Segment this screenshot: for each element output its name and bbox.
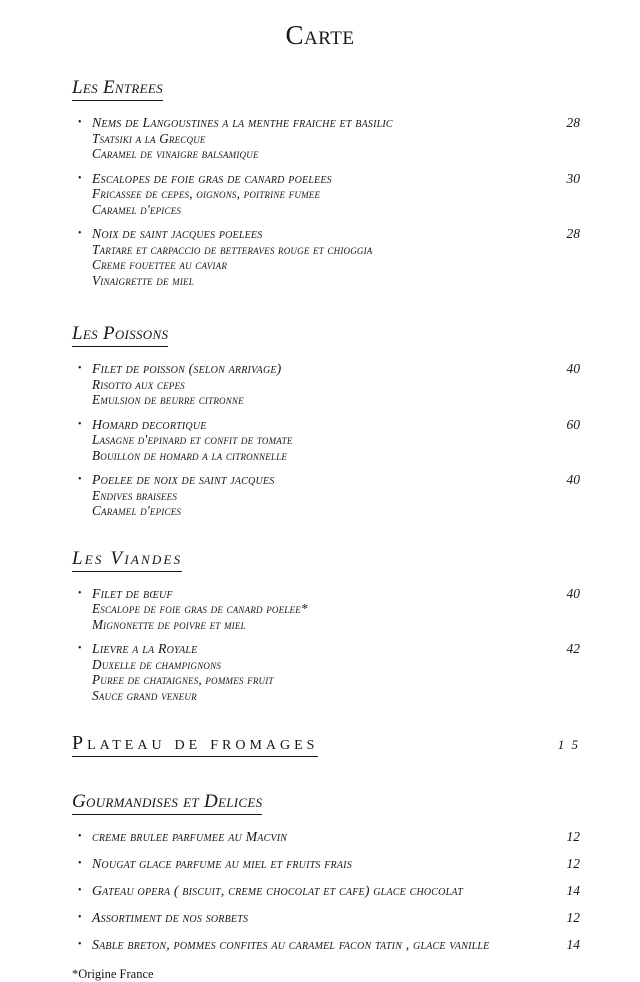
menu-page <box>0 20 640 981</box>
section-title: Plateau de fromages <box>72 732 318 757</box>
bullet-icon: • <box>78 885 82 896</box>
footnote: *Origine France <box>72 967 154 981</box>
bullet-icon: • <box>78 912 82 923</box>
menu-item-detail: Caramel de vinaigre balsamique <box>92 146 259 161</box>
menu-item-price: 14 <box>566 937 580 952</box>
menu-item-detail: Escalope de foie gras de canard poelee* <box>92 601 308 616</box>
menu-item-price: 12 <box>566 856 580 871</box>
menu-item-detail: Tartare et carpaccio de betteraves rouge et chioggia <box>92 241 373 257</box>
menu-item-name: Noix de saint jacques poelees <box>92 226 263 241</box>
menu-item-detail: Caramel d'epices <box>92 503 182 518</box>
menu-item-detail: Tsatsiki a la Grecque <box>92 130 206 146</box>
bullet-icon: • <box>78 474 82 485</box>
section-header <box>72 77 584 115</box>
menu-item-description <box>92 171 526 218</box>
menu-item-description <box>92 910 526 926</box>
menu-item <box>72 937 584 953</box>
menu-item-detail: Risotto aux cepes <box>92 376 185 392</box>
menu-item <box>72 910 584 926</box>
menu-item <box>72 586 584 633</box>
menu-item-price: 42 <box>566 641 580 656</box>
bullet-icon: • <box>78 172 82 184</box>
spacer <box>0 297 640 323</box>
menu-item-name: Homard decortique <box>92 416 207 432</box>
menu-item-name: Escalopes de foie gras de canard poelees <box>92 170 332 186</box>
bullet-icon: • <box>78 228 82 239</box>
menu-item <box>72 115 584 162</box>
menu-item-description <box>92 361 526 408</box>
menu-item-description <box>92 586 526 633</box>
section-header <box>72 323 584 361</box>
menu-item-detail: Lasagne d'epinard et confit de tomate <box>92 432 293 447</box>
menu-item-detail: Puree de chataignes, pommes fruit <box>92 672 274 687</box>
section-price: 1 5 <box>557 737 580 752</box>
menu-item <box>72 171 584 218</box>
bullet-icon: • <box>78 939 82 950</box>
menu-item-price: 40 <box>566 361 580 376</box>
menu-item <box>72 226 584 288</box>
menu-item-detail: Sauce grand veneur <box>92 687 197 703</box>
menu-item-detail: Caramel d'epices <box>92 201 182 217</box>
section-les-poissons <box>72 323 584 519</box>
bullet-icon: • <box>78 831 82 842</box>
bullet-icon: • <box>78 418 82 430</box>
section-les-entrees <box>72 77 584 288</box>
menu-item-detail: Fricassee de cepes, oignons, poitrine fumee <box>92 186 321 201</box>
menu-item <box>72 641 584 703</box>
menu-item-detail: Endives braisees <box>92 487 178 503</box>
menu-item-detail: Duxelle de champignons <box>92 656 222 672</box>
menu-item <box>72 829 584 845</box>
spacer <box>0 55 640 73</box>
bullet-icon: • <box>78 363 82 374</box>
menu-item-price: 40 <box>566 585 580 601</box>
menu-item-name: Filet de poisson (selon arrivage) <box>92 361 282 376</box>
bullet-icon: • <box>78 587 82 599</box>
section-title: Les Viandes <box>72 548 182 572</box>
section-header <box>72 548 584 586</box>
section-header <box>72 791 584 829</box>
menu-item-description <box>92 883 526 899</box>
menu-item-name: creme brulee parfumee au Macvin <box>92 829 288 844</box>
menu-item-price: 28 <box>566 226 580 241</box>
menu-item-detail: Emulsion de beurre citronne <box>92 392 244 407</box>
menu-item-description <box>92 641 526 703</box>
section-title: Les Poissons <box>72 323 168 347</box>
menu-item-price: 28 <box>566 115 580 130</box>
menu-item-name: Nougat glace parfume au miel et fruits frais <box>92 856 352 871</box>
menu-item-description <box>92 937 526 953</box>
menu-item-description <box>92 829 526 845</box>
menu-item-detail: Creme fouettee au caviar <box>92 257 228 272</box>
menu-item-price: 60 <box>566 416 580 432</box>
menu-item-price: 12 <box>566 829 580 844</box>
menu-item-name: Lievre a la Royale <box>92 641 198 656</box>
menu-item <box>72 472 584 519</box>
menu-item-detail: Bouillon de homard a la citronnelle <box>92 447 288 463</box>
menu-item-name: Sable breton, pommes confites au caramel facon tatin , glace vanille <box>92 937 490 952</box>
menu-item-description <box>92 417 526 464</box>
menu-item <box>72 361 584 408</box>
menu-item-name: Poelee de noix de saint jacques <box>92 472 275 487</box>
menu-item-name: Assortiment de nos sorbets <box>92 910 249 925</box>
menu-item-description <box>92 115 526 162</box>
section-title: Gourmandises et Delices <box>72 791 262 815</box>
spacer <box>0 528 640 548</box>
menu-item-name: Gateau opera ( biscuit, creme chocolat et cafe) glace chocolat <box>92 883 464 898</box>
section-les-viandes <box>72 548 584 704</box>
bullet-icon: • <box>78 117 82 128</box>
menu-item-detail: Vinaigrette de miel <box>92 272 194 288</box>
menu-item-detail: Mignonette de poivre et miel <box>92 616 246 632</box>
menu-item-price: 40 <box>566 472 580 487</box>
section-plateau-de-fromages <box>72 732 584 771</box>
menu-item-description <box>92 472 526 519</box>
section-gourmandises-et-delices <box>72 791 584 953</box>
menu-item <box>72 417 584 464</box>
menu-item-description <box>92 226 526 288</box>
bullet-icon: • <box>78 858 82 869</box>
menu-item-name: Filet de bœuf <box>92 585 173 601</box>
menu-item <box>72 883 584 899</box>
menu-item-name: Nems de Langoustines a la menthe fraiche et basilic <box>92 115 393 130</box>
menu-item-price: 14 <box>566 883 580 898</box>
menu-item-description <box>92 856 526 872</box>
section-header <box>72 732 584 771</box>
menu-item-price: 12 <box>566 910 580 925</box>
spacer <box>0 771 640 791</box>
menu-item <box>72 856 584 872</box>
section-title: Les Entrees <box>72 77 163 101</box>
spacer <box>0 712 640 732</box>
menu-item-price: 30 <box>566 170 580 186</box>
page-title: Carte <box>285 20 355 50</box>
bullet-icon: • <box>78 643 82 654</box>
